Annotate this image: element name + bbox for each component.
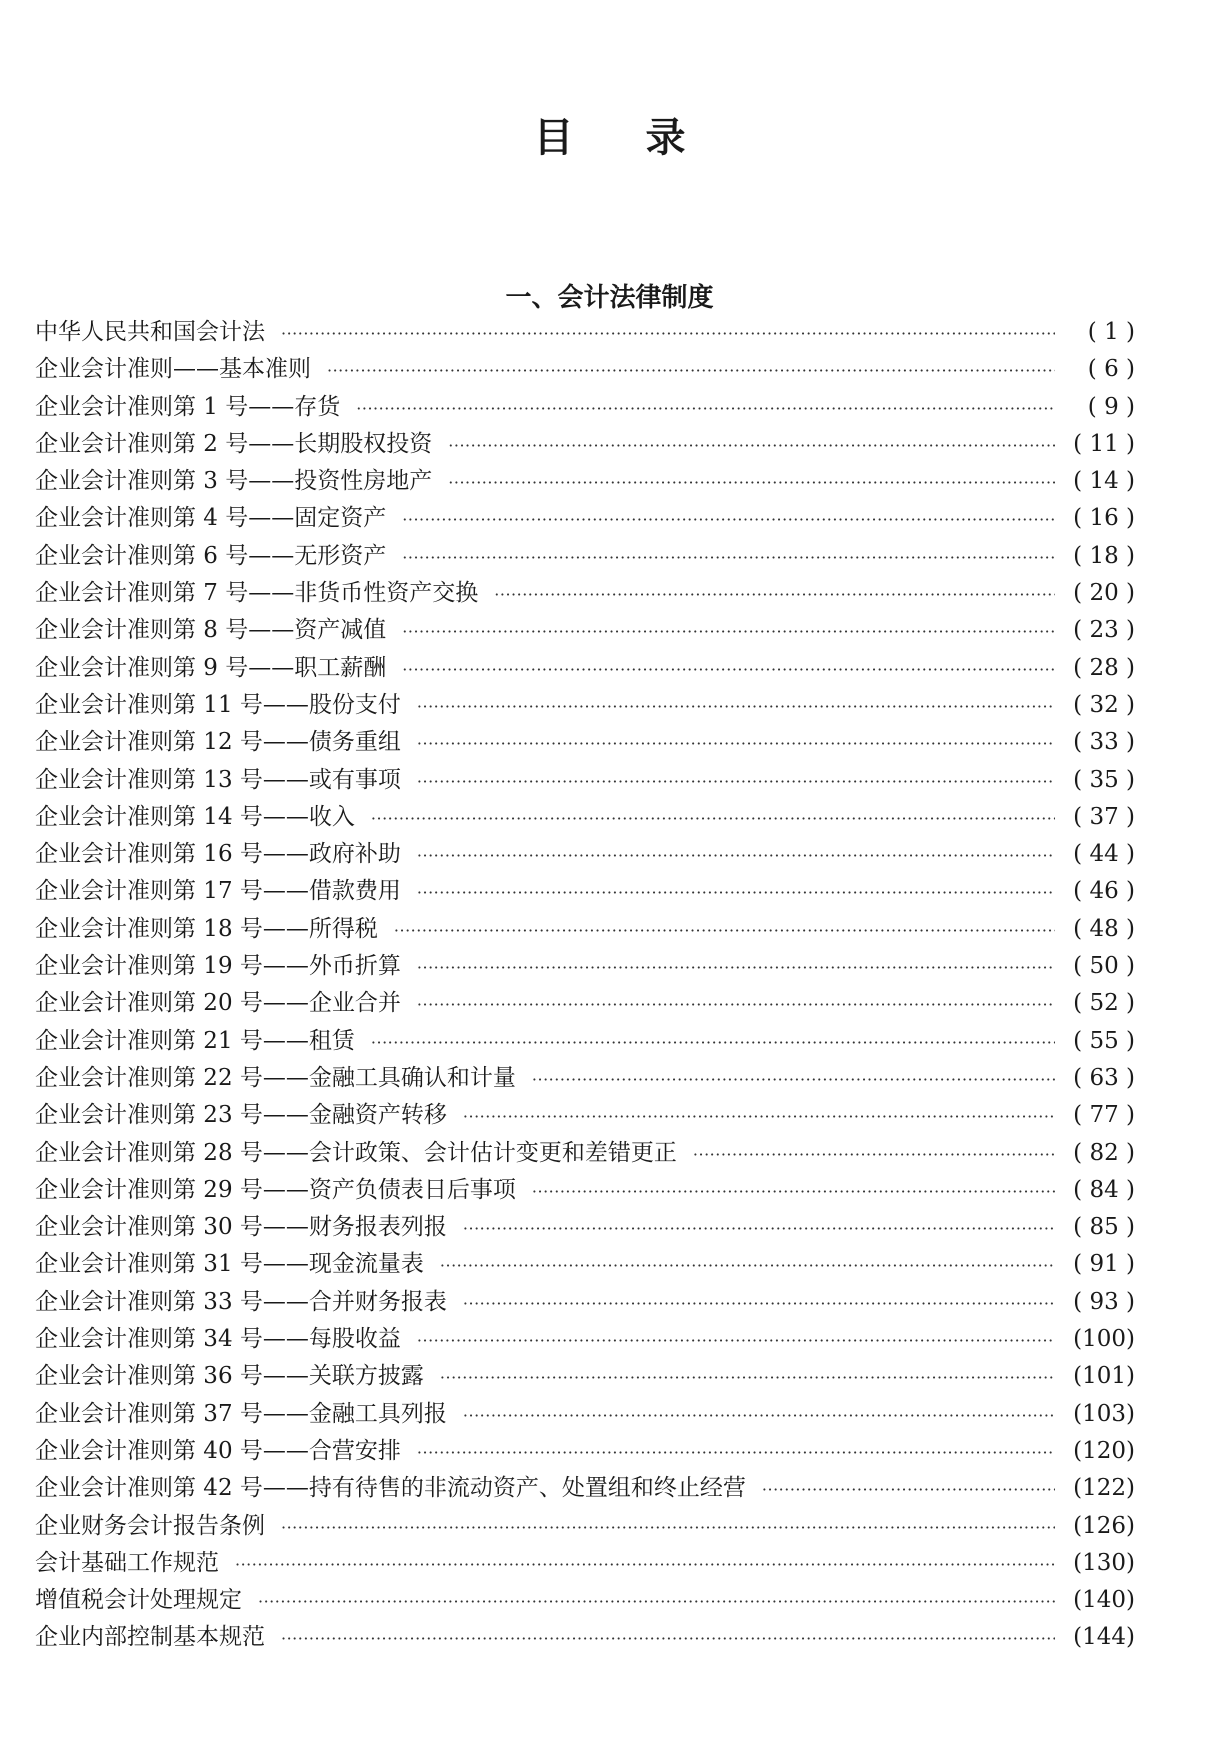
toc-entry-page-number: ( 55 )	[1073, 1027, 1135, 1054]
toc-entry-page-number: ( 11 )	[1073, 430, 1135, 457]
toc-entry[interactable]	[35, 910, 1135, 947]
page-title: 目录	[533, 114, 758, 161]
toc-entry-title: 企业会计准则第 20 号——企业合并	[35, 990, 401, 1017]
dot-leader	[417, 883, 1055, 902]
dot-leader	[235, 1555, 1055, 1574]
toc-entry[interactable]	[35, 649, 1135, 686]
toc-entry-page-number: ( 44 )	[1073, 841, 1135, 868]
toc-entry-page-number: ( 84 )	[1073, 1176, 1135, 1203]
dot-leader	[463, 1107, 1055, 1126]
dot-leader	[417, 846, 1055, 865]
dot-leader	[532, 1182, 1055, 1201]
dot-leader	[402, 622, 1055, 641]
dot-leader	[762, 1480, 1055, 1499]
toc-entry-title: 企业会计准则第 3 号——投资性房地产	[35, 468, 433, 495]
toc-entry[interactable]	[35, 1469, 1135, 1506]
toc-entry-page-number: ( 23 )	[1073, 617, 1135, 644]
dot-leader	[402, 660, 1055, 679]
toc-entry[interactable]	[35, 350, 1135, 387]
toc-entry-title: 企业会计准则——基本准则	[35, 356, 311, 383]
dot-leader	[463, 1219, 1055, 1238]
toc-entry[interactable]	[35, 723, 1135, 760]
section-heading: 一、会计法律制度	[505, 282, 714, 313]
toc-entry-title: 企业会计准则第 40 号——合营安排	[35, 1437, 401, 1464]
toc-entry-page-number: (130)	[1073, 1549, 1135, 1576]
toc-entry-title: 企业会计准则第 31 号——现金流量表	[35, 1251, 424, 1278]
dot-leader	[440, 1256, 1055, 1275]
toc-entry[interactable]	[35, 1059, 1135, 1096]
toc-entry-page-number: ( 37 )	[1073, 803, 1135, 830]
toc-entry-title: 企业会计准则第 1 号——存货	[35, 393, 341, 420]
toc-entry-page-number: ( 18 )	[1073, 542, 1135, 569]
toc-entry[interactable]	[35, 1096, 1135, 1133]
dot-leader	[371, 1033, 1055, 1052]
toc-entry-title: 企业会计准则第 36 号——关联方披露	[35, 1363, 424, 1390]
dot-leader	[258, 1592, 1055, 1611]
toc-entry-title: 企业会计准则第 2 号——长期股权投资	[35, 430, 433, 457]
dot-leader	[402, 548, 1055, 567]
toc-entry[interactable]	[35, 1208, 1135, 1245]
dot-leader	[281, 1629, 1055, 1648]
toc-entry-page-number: (120)	[1073, 1437, 1135, 1464]
toc-entry-page-number: ( 16 )	[1073, 505, 1135, 532]
toc-entry-title: 企业会计准则第 30 号——财务报表列报	[35, 1214, 447, 1241]
dot-leader	[417, 1331, 1055, 1350]
toc-entry-page-number: ( 91 )	[1073, 1251, 1135, 1278]
toc-entry-title: 企业会计准则第 17 号——借款费用	[35, 878, 401, 905]
toc-entry-title: 增值税会计处理规定	[35, 1587, 242, 1614]
toc-entry-page-number: ( 33 )	[1073, 729, 1135, 756]
toc-entry-page-number: ( 32 )	[1073, 691, 1135, 718]
toc-entry-page-number: ( 93 )	[1073, 1288, 1135, 1315]
dot-leader	[693, 1145, 1055, 1164]
toc-entry[interactable]	[35, 425, 1135, 462]
dot-leader	[402, 510, 1055, 529]
toc-entry[interactable]	[35, 1134, 1135, 1171]
toc-entry[interactable]	[35, 835, 1135, 872]
toc-entry[interactable]	[35, 574, 1135, 611]
dot-leader	[448, 436, 1055, 455]
toc-entry-page-number: ( 14 )	[1073, 468, 1135, 495]
toc-entry[interactable]	[35, 1357, 1135, 1394]
toc-entry-page-number: (126)	[1073, 1512, 1135, 1539]
toc-entry[interactable]	[35, 388, 1135, 425]
toc-entry[interactable]	[35, 1581, 1135, 1618]
dot-leader	[494, 585, 1055, 604]
toc-list	[35, 313, 1135, 1656]
toc-entry-title: 企业会计准则第 16 号——政府补助	[35, 841, 401, 868]
dot-leader	[281, 1518, 1055, 1537]
toc-entry-page-number: ( 63 )	[1073, 1064, 1135, 1091]
toc-entry-title: 企业会计准则第 28 号——会计政策、会计估计变更和差错更正	[35, 1139, 677, 1166]
toc-entry-title: 企业会计准则第 23 号——金融资产转移	[35, 1102, 447, 1129]
toc-entry-page-number: ( 52 )	[1073, 990, 1135, 1017]
dot-leader	[463, 1406, 1055, 1425]
toc-entry-title: 企业会计准则第 21 号——租赁	[35, 1027, 355, 1054]
dot-leader	[417, 1443, 1055, 1462]
toc-entry-page-number: (144)	[1073, 1624, 1135, 1651]
dot-leader	[327, 361, 1055, 380]
toc-entry[interactable]	[35, 686, 1135, 723]
toc-entry[interactable]	[35, 537, 1135, 574]
dot-leader	[417, 958, 1055, 977]
toc-entry-title: 企业会计准则第 12 号——债务重组	[35, 729, 401, 756]
toc-entry-page-number: ( 28 )	[1073, 654, 1135, 681]
toc-entry-page-number: ( 85 )	[1073, 1214, 1135, 1241]
toc-entry-page-number: ( 77 )	[1073, 1102, 1135, 1129]
toc-entry-page-number: (101)	[1073, 1363, 1135, 1390]
toc-entry-page-number: ( 50 )	[1073, 953, 1135, 980]
dot-leader	[440, 1368, 1055, 1387]
toc-entry[interactable]	[35, 1283, 1135, 1320]
toc-entry-page-number: ( 6 )	[1087, 356, 1135, 383]
toc-entry[interactable]	[35, 1507, 1135, 1544]
dot-leader	[417, 697, 1055, 716]
toc-entry[interactable]	[35, 798, 1135, 835]
toc-entry-title: 企业会计准则第 14 号——收入	[35, 803, 355, 830]
toc-entry[interactable]	[35, 984, 1135, 1021]
dot-leader	[281, 324, 1055, 343]
toc-entry-title: 企业会计准则第 42 号——持有待售的非流动资产、处置组和终止经营	[35, 1475, 746, 1502]
toc-entry-page-number: (103)	[1073, 1400, 1135, 1427]
toc-entry[interactable]	[35, 1320, 1135, 1357]
dot-leader	[394, 921, 1055, 940]
dot-leader	[532, 1070, 1055, 1089]
toc-entry-page-number: ( 35 )	[1073, 766, 1135, 793]
toc-entry-page-number: ( 48 )	[1073, 915, 1135, 942]
toc-entry-page-number: (122)	[1073, 1475, 1135, 1502]
dot-leader	[356, 399, 1055, 418]
toc-entry-page-number: ( 20 )	[1073, 580, 1135, 607]
toc-entry-page-number: (100)	[1073, 1326, 1135, 1353]
toc-entry-title: 企业内部控制基本规范	[35, 1624, 265, 1651]
toc-entry-title: 企业会计准则第 37 号——金融工具列报	[35, 1400, 447, 1427]
toc-entry-page-number: ( 9 )	[1087, 393, 1135, 420]
dot-leader	[371, 809, 1055, 828]
toc-entry-title: 企业会计准则第 22 号——金融工具确认和计量	[35, 1064, 516, 1091]
toc-entry-title: 企业会计准则第 7 号——非货币性资产交换	[35, 580, 479, 607]
toc-entry[interactable]	[35, 872, 1135, 909]
dot-leader	[448, 473, 1055, 492]
toc-entry[interactable]	[35, 1395, 1135, 1432]
toc-entry[interactable]	[35, 1171, 1135, 1208]
toc-entry[interactable]	[35, 1022, 1135, 1059]
toc-entry-title: 企业会计准则第 4 号——固定资产	[35, 505, 387, 532]
toc-entry-page-number: ( 46 )	[1073, 878, 1135, 905]
dot-leader	[417, 734, 1055, 753]
toc-entry-title: 企业财务会计报告条例	[35, 1512, 265, 1539]
toc-entry-title: 企业会计准则第 6 号——无形资产	[35, 542, 387, 569]
toc-entry-title: 企业会计准则第 8 号——资产减值	[35, 617, 387, 644]
toc-entry[interactable]	[35, 313, 1135, 350]
toc-entry-page-number: ( 1 )	[1087, 319, 1135, 345]
dot-leader	[463, 1294, 1055, 1313]
toc-entry-title: 企业会计准则第 29 号——资产负债表日后事项	[35, 1176, 516, 1203]
dot-leader	[417, 995, 1055, 1014]
toc-entry-title: 企业会计准则第 19 号——外币折算	[35, 953, 401, 980]
toc-entry-page-number: ( 82 )	[1073, 1139, 1135, 1166]
toc-entry[interactable]	[35, 1544, 1135, 1581]
toc-entry[interactable]	[35, 1245, 1135, 1282]
toc-entry-title: 企业会计准则第 11 号——股份支付	[35, 691, 401, 718]
toc-entry[interactable]	[35, 947, 1135, 984]
dot-leader	[417, 772, 1055, 791]
toc-entry[interactable]	[35, 761, 1135, 798]
toc-entry[interactable]	[35, 462, 1135, 499]
toc-entry-page-number: (140)	[1073, 1587, 1135, 1614]
toc-entry[interactable]	[35, 1432, 1135, 1469]
toc-entry-title: 企业会计准则第 33 号——合并财务报表	[35, 1288, 447, 1315]
toc-entry[interactable]	[35, 499, 1135, 536]
toc-entry-title: 会计基础工作规范	[35, 1549, 219, 1576]
toc-entry-title: 企业会计准则第 13 号——或有事项	[35, 766, 401, 793]
toc-entry[interactable]	[35, 1618, 1135, 1655]
toc-entry-title: 企业会计准则第 34 号——每股收益	[35, 1326, 401, 1353]
toc-entry-title: 企业会计准则第 18 号——所得税	[35, 915, 378, 942]
toc-entry-title: 企业会计准则第 9 号——职工薪酬	[35, 654, 387, 681]
toc-entry[interactable]	[35, 611, 1135, 648]
toc-entry-title: 中华人民共和国会计法	[35, 319, 265, 345]
